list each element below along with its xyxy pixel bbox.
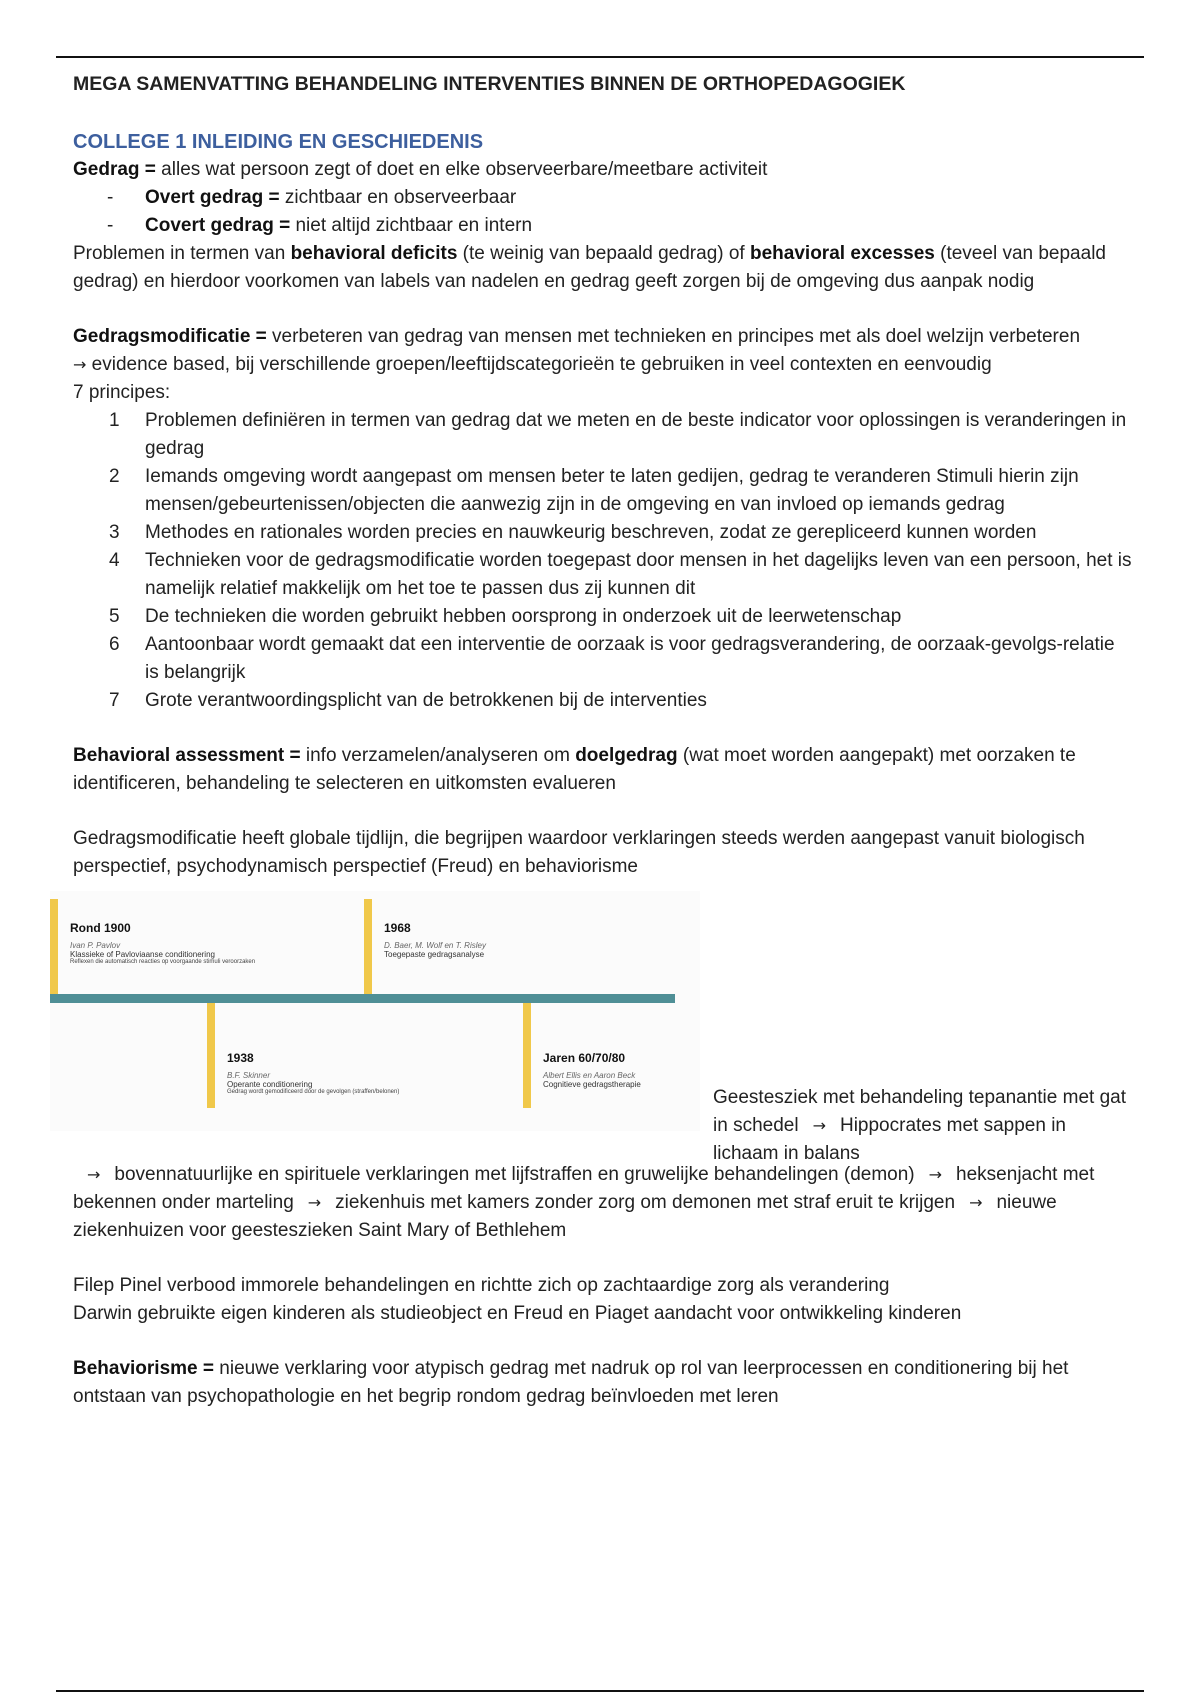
timeline-event: Rond 1900 Ivan P. Pavlov Klassieke of Pavloviaanse conditionering Reflexen die automatisch reacties op voorgaande stimuli veroorzaken — [70, 921, 256, 965]
arrow-icon: → — [812, 1116, 826, 1135]
timeline-marker — [364, 899, 372, 994]
paragraph-darwin: Darwin gebruikte eigen kinderen als studieobject en Freud en Piaget aandacht voor ontwikkeling kinderen — [73, 1303, 962, 1324]
history-flow-continued: → bovennatuurlijke en spirituele verklaringen met lijfstraffen en gruwelijke behandelingen (demon) → heksenjacht met bekennen onder marteling → ziekenhuis met kamers zonder zorg om demonen met straf eruit te krijgen → nieuwe ziekenhuizen voor geesteszieken Saint Mary of Bethlehem — [73, 1164, 1095, 1241]
section-heading-college-1: COLLEGE 1 INLEIDING EN GESCHIEDENIS — [73, 131, 484, 153]
list-item: 5 De technieken die worden gebruikt hebben oorsprong in onderzoek uit de leerwetenschap — [109, 606, 902, 627]
list-item: 3 Methodes en rationales worden precies en nauwkeurig beschreven, zodat ze gerepliceerd kunnen worden — [109, 522, 1037, 543]
timeline-event: 1938 B.F. Skinner Operante conditionering Gedrag wordt gemodificeerd door de gevolgen (straffen/belonen) — [227, 1051, 400, 1095]
timeline-marker — [207, 1003, 215, 1108]
list-item: 4 Technieken voor de gedragsmodificatie worden toegepast door mensen in het dagelijks leven van een persoon, het is namelijk relatief makkelijk om het toe te passen dus zij kunnen dit — [109, 550, 1132, 599]
paragraph-pinel: Filep Pinel verbood immorele behandelingen en richtte zich op zachtaardige zorg als verandering — [73, 1275, 890, 1296]
list-item: 7 Grote verantwoordingsplicht van de betrokkenen bij de interventies — [109, 690, 707, 711]
top-rule — [56, 56, 1144, 58]
definition-gedrag: Gedrag = alles wat persoon zegt of doet en elke observeerbare/meetbare activiteit — [73, 159, 768, 180]
timeline-section — [70, 891, 1133, 1164]
timeline-marker — [50, 899, 58, 994]
definition-gedragsmodificatie: Gedragsmodificatie = verbeteren van gedrag van mensen met technieken en principes met als doel welzijn verbeteren — [73, 326, 1081, 347]
timeline-axis — [50, 994, 675, 1003]
gedrag-types-list — [73, 184, 1133, 240]
arrow-icon: → — [928, 1165, 943, 1184]
arrow-icon: → — [87, 1165, 101, 1184]
arrow-icon: → — [73, 355, 87, 374]
arrow-icon: → — [307, 1193, 322, 1212]
timeline-event: Jaren 60/70/80 Albert Ellis en Aaron Beck Cognitieve gedragstherapie — [543, 1051, 641, 1089]
timeline-marker — [523, 1003, 531, 1108]
definition-behavioral-assessment: Behavioral assessment = info verzamelen/analyseren om doelgedrag (wat moet worden aangepakt) met oorzaken te identificeren, behandeling te selecteren en uitkomsten evalueren — [73, 745, 1076, 794]
list-item-overt: - Overt gedrag = zichtbaar en observeerbaar — [107, 187, 517, 208]
document-body — [70, 70, 1133, 1411]
timeline-figure — [50, 891, 700, 1131]
list-item: 2 Iemands omgeving wordt aangepast om mensen beter te laten gedijen, gedrag te veranderen Stimuli hierin zijn mensen/gebeurtenissen/objecten die aanwezig zijn in de omgeving en van invloed op iemands gedrag — [109, 466, 1079, 515]
evidence-based-line: → evidence based, bij verschillende groepen/leeftijdscategorieën te gebruiken in veel contexten en eenvoudig — [73, 354, 992, 375]
principles-intro: 7 principes: — [73, 382, 171, 403]
document-title: MEGA SAMENVATTING BEHANDELING INTERVENTIES BINNEN DE ORTHOPEDAGOGIEK — [73, 73, 906, 95]
arrow-icon: → — [969, 1193, 983, 1212]
paragraph-problemen: Problemen in termen van behavioral deficits (te weinig van bepaald gedrag) of behavioral excesses (teveel van bepaald gedrag) en hierdoor voorkomen van labels van nadelen en gedrag geeft zorgen bij de omgeving dus aanpak nodig — [73, 243, 1106, 292]
list-item: 6 Aantoonbaar wordt gemaakt dat een interventie de oorzaak is voor gedragsverandering, de oorzaak-gevolgs-relatie is belangrijk — [109, 634, 1115, 683]
timeline-event: 1968 D. Baer, M. Wolf en T. Risley Toegepaste gedragsanalyse — [384, 921, 486, 959]
list-item-covert: - Covert gedrag = niet altijd zichtbaar en intern — [107, 215, 533, 236]
term-gedrag: Gedrag = — [73, 159, 156, 180]
paragraph-tijdlijn: Gedragsmodificatie heeft globale tijdlijn, die begrijpen waardoor verklaringen steeds werden aangepast vanuit biologisch perspectief, psychodynamisch perspectief (Freud) en behaviorisme — [73, 828, 1085, 877]
bottom-rule — [56, 1690, 1144, 1692]
principles-list — [73, 407, 1133, 715]
definition-behaviorisme: Behaviorisme = nieuwe verklaring voor atypisch gedrag met nadruk op rol van leerprocessen en conditionering bij het ontstaan van psychopathologie en het begrip rondom gedrag beïnvloeden met leren — [73, 1358, 1069, 1407]
history-flow-start: Geestesziek met behandeling tepanantie met gat in schedel → Hippocrates met sappen in lichaam in balans — [713, 1087, 1126, 1164]
list-item: 1 Problemen definiëren in termen van gedrag dat we meten en de beste indicator voor oplossingen is veranderingen in gedrag — [109, 410, 1127, 459]
